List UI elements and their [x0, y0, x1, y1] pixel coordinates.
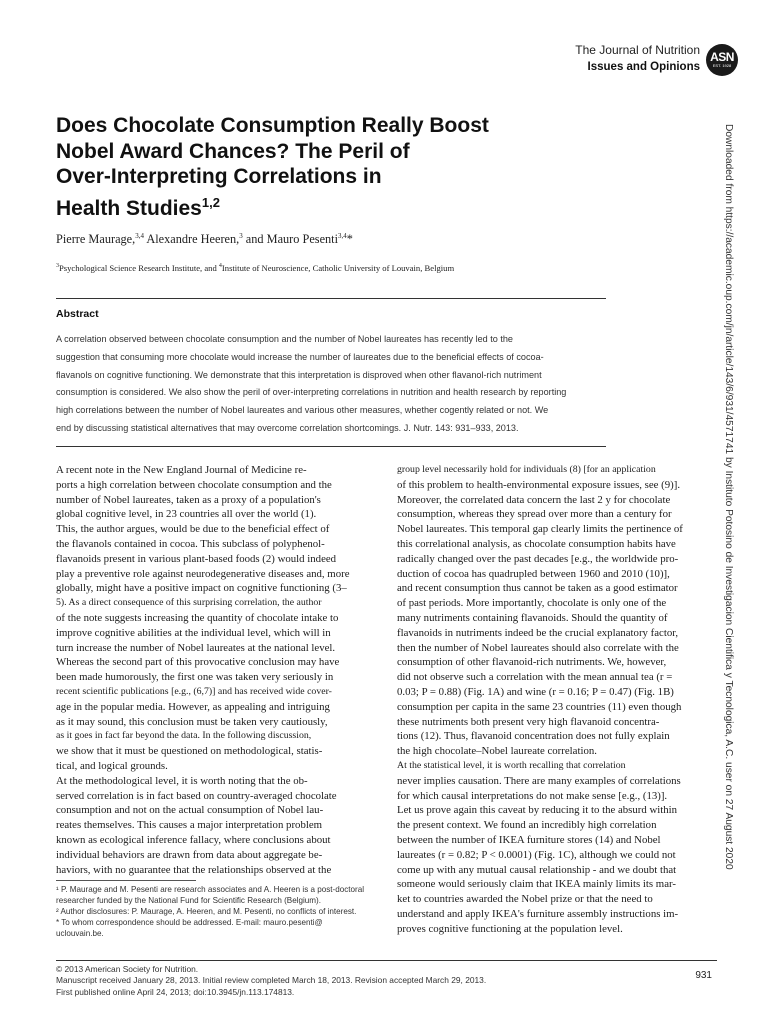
paragraph-line: understand and apply IKEA's furniture assembly instructions im- — [397, 907, 679, 920]
title-line: Over-Interpreting Correlations in — [56, 165, 382, 188]
footnote-rule — [56, 880, 196, 881]
author-list — [56, 232, 353, 247]
title-line: Health Studies — [56, 196, 202, 220]
paragraph-line: number of Nobel laureates, taken as a proxy of a population's — [56, 493, 321, 506]
paragraph-line: the present context. We found an incredibly high correlation — [397, 819, 657, 832]
paragraph-line: duction of cocoa has quadrupled between 1960 and 2010 (10)], — [397, 567, 670, 580]
paragraph-line: consumption of other flavanoid-rich nutriments. We, however, — [397, 656, 667, 669]
paragraph-line: At the statistical level, it is worth recalling that correlation — [397, 759, 626, 771]
paragraph-line: 5). As a direct consequence of this surprising correlation, the author — [56, 597, 322, 609]
affiliation-marker: 4 — [218, 263, 222, 270]
publication-info — [56, 964, 486, 998]
paragraph-line: recent scientific publications [e.g., (6,7)] and has received wide cover- — [56, 685, 332, 697]
footnote-line: * To whom correspondence should be addressed. E-mail: mauro.pesenti@ — [56, 918, 323, 928]
paragraph-line: ket to countries awarded the Nobel prize or that the need to — [397, 893, 653, 906]
paragraph-line: the flavanols contained in cocoa. This subclass of polyphenol- — [56, 537, 325, 550]
asn-logo-subtext: EST. 1928 — [712, 63, 732, 68]
paragraph-line: served correlation is in fact based on country-averaged chocolate — [56, 789, 337, 802]
paragraph-line: known as ecological inference fallacy, where conclusions about — [56, 833, 331, 846]
journal-section: Issues and Opinions — [587, 61, 700, 73]
title-line: Nobel Award Chances? The Peril of — [56, 139, 410, 163]
footnote-line: uclouvain.be. — [56, 929, 104, 939]
paragraph-line: improve cognitive abilities at the individual level, which will in — [56, 626, 331, 639]
footnote-line: ¹ P. Maurage and M. Pesenti are research associates and A. Heeren is a post-doctoral — [56, 885, 365, 894]
copyright: © 2013 American Society for Nutrition. — [56, 964, 199, 974]
title-line: Does Chocolate Consumption Really Boost — [56, 114, 489, 137]
paragraph-line: At the methodological level, it is worth noting that the ob- — [56, 774, 308, 787]
paragraph-line: consumption, whereas they spread over more than a century for — [397, 508, 672, 521]
paragraph-line: between the number of IKEA furniture stores (14) and Nobel — [397, 833, 661, 846]
paragraph-line: did not observe such a correlation with the mean annual tea (r = — [397, 671, 673, 684]
bottom-rule — [56, 960, 717, 961]
asn-logo-text: ASN — [710, 50, 734, 64]
footnote-line: researcher funded by the National Fund for Scientific Research (Belgium). — [56, 896, 321, 906]
affiliation-marker: 3 — [56, 263, 59, 270]
paragraph-line: been made humorously, the first one was taken very seriously in — [56, 671, 334, 684]
paragraph-line: these nutriments both present very high flavanoid concentra- — [397, 715, 660, 728]
page-number: 931 — [695, 970, 712, 981]
abstract-heading: Abstract — [56, 308, 99, 320]
paragraph-line: as it may sound, this conclusion must be taken very cautiously, — [56, 715, 328, 728]
paragraph-line: consumption and not on the actual consumption of Nobel lau- — [56, 804, 324, 817]
paragraph-line: tions (12). Thus, flavanoid concentration does not fully explain — [397, 730, 670, 743]
paragraph-line: flavanoids present in various plant-based foods (2) would indeed — [56, 552, 337, 565]
download-note: Downloaded from https://academic.oup.com/jn/article/143/6/931/4571741 by Instituto Potosino de Investigacion Cientifica y Tecnologica, A.C. user on 27 August 2020 — [723, 124, 734, 870]
paragraph-line: and recent consumption thus cannot be taken as a good estimator — [397, 582, 678, 595]
paragraph-line: come up with any mutual causal relationship - and we doubt that — [397, 863, 677, 876]
paragraph-line: as it goes in fact far beyond the data. In the following discussion, — [56, 730, 312, 742]
paragraph-line: This, the author argues, would be due to the beneficial effect of — [56, 523, 330, 536]
paragraph-line: reates themselves. This causes a major interpretation problem — [56, 819, 323, 832]
author-name: Pierre Maurage, — [56, 232, 136, 247]
paragraph-line: flavanoids in nutriments indeed be the crucial explanatory factor, — [397, 626, 679, 639]
footnote-line: ² Author disclosures: P. Maurage, A. Heeren, and M. Pesenti, no conflicts of interest. — [56, 907, 357, 917]
paragraph-line: laureates (r = 0.82; P < 0.0001) (Fig. 1C), although we could not — [397, 848, 676, 861]
abstract-line: high correlations between the number of Nobel laureates and various other measures, whether cogently related or not. We — [56, 405, 549, 416]
abstract-rule-top — [56, 298, 606, 299]
affiliations — [56, 263, 454, 273]
abstract-rule-bottom — [56, 446, 606, 447]
author-name: Alexandre Heeren, — [143, 232, 240, 247]
paragraph-line: global cognitive level, in 23 countries all over the world (1). — [56, 508, 317, 521]
paragraph-line: never implies causation. There are many examples of correlations — [397, 774, 681, 787]
abstract-line: A correlation observed between chocolate consumption and the number of Nobel laureates has recently led to the — [56, 334, 513, 344]
footnotes — [56, 884, 386, 939]
paragraph-line: we show that it must be questioned on methodological, statis- — [56, 745, 323, 758]
paragraph-line: Nobel laureates. This temporal gap clearly limits the pertinence of — [397, 523, 683, 536]
paragraph-line: turn increase the number of Nobel laureates at the national level. — [56, 641, 336, 654]
doi-line: First published online April 24, 2013; doi:10.3945/jn.113.174813. — [56, 986, 295, 997]
manuscript-dates: Manuscript received January 28, 2013. Initial review completed March 18, 2013. Revision accepted March 29, 2013. — [56, 975, 487, 986]
paragraph-line: Moreover, the correlated data concern the last 2 y for chocolate — [397, 493, 671, 506]
affiliation-text: Psychological Science Research Institute, and — [59, 263, 219, 273]
affiliation-text: Institute of Neuroscience, Catholic University of Louvain, Belgium — [221, 263, 455, 273]
asn-logo — [706, 44, 738, 76]
paragraph-line: of past periods. More importantly, chocolate is only one of the — [397, 597, 667, 610]
paragraph-line: consumption per capita in the same 23 countries (11) even though — [397, 700, 682, 713]
body-column-left — [56, 463, 381, 877]
paragraph-line: this correlational analysis, as chocolate consumption habits have — [397, 537, 676, 550]
paragraph-line: proves cognitive functioning at the population level. — [397, 922, 623, 935]
journal-header — [575, 43, 700, 73]
paragraph-line: play a preventive role against neurodegenerative diseases and, more — [56, 567, 350, 580]
author-name: and Mauro Pesenti — [242, 232, 339, 247]
abstract-line: consumption is considered. We also show the peril of over-interpreting correlations in nutrition and health research by reporting — [56, 387, 567, 398]
abstract-line: flavanols on cognitive functioning. We demonstrate that this interpretation is disproved when other flavanol-rich nutriment — [56, 369, 542, 380]
paragraph-line: age in the popular media. However, as appealing and intriguing — [56, 700, 330, 713]
author-affiliation-marker: 3,4 — [338, 232, 347, 240]
paragraph-line: for which causal interpretations do not make sense [e.g., (13)]. — [397, 789, 668, 802]
paragraph-line: globally, might have a positive impact on cognitive functioning (3– — [56, 582, 347, 595]
paragraph-line: A recent note in the New England Journal of Medicine re- — [56, 464, 307, 476]
paragraph-line: ports a high correlation between chocolate consumption and the — [56, 478, 332, 491]
author-affiliation-marker: 3 — [239, 232, 243, 240]
paragraph-line: 0.03; P = 0.88) (Fig. 1A) and wine (r = 0.16; P = 0.47) (Fig. 1B) — [397, 685, 674, 698]
paragraph-line: the high chocolate–Nobel laureate correlation. — [397, 745, 597, 758]
paragraph-line: Whereas the second part of this provocative conclusion may have — [56, 656, 340, 669]
paragraph-line: then the number of Nobel laureates should also correlate with the — [397, 641, 679, 654]
paragraph-line: haviors, with no guarantee that the relationships observed at the — [56, 863, 332, 876]
paragraph-line: of the note suggests increasing the quantity of chocolate intake to — [56, 611, 339, 624]
paragraph-line: tical, and logical grounds. — [56, 759, 168, 772]
abstract-line: end by discussing statistical alternatives that may overcome correlation shortcomings. J. Nutr. 143: 931–933, 2013. — [56, 422, 519, 433]
journal-name: The Journal of Nutrition — [575, 43, 700, 57]
article-title — [56, 113, 596, 221]
paragraph-line: of this problem to health-environmental exposure issues, see (9)]. — [397, 478, 681, 491]
title-footnote-marker: 1,2 — [201, 194, 220, 210]
paragraph-line: group level necessarily hold for individuals (8) [for an application — [397, 464, 656, 475]
paragraph-line: individual behaviors are drawn from data about aggregate be- — [56, 848, 323, 861]
paragraph-line: Let us prove again this caveat by reducing it to the absurd within — [397, 804, 678, 817]
abstract-line: suggestion that consuming more chocolate would increase the number of laureates due to the beneficial effects of cocoa- — [56, 351, 544, 362]
author-affiliation-marker: 3,4 — [135, 232, 144, 240]
abstract-body — [56, 331, 616, 438]
body-column-right — [397, 463, 722, 937]
paragraph-line: radically changed over the past decades [e.g., the worldwide pro- — [397, 552, 679, 565]
paragraph-line: someone would seriously claim that IKEA mainly limits its mar- — [397, 878, 676, 891]
paragraph-line: many nutriments containing flavanoids. Should the quantity of — [397, 611, 668, 624]
corresponding-marker: * — [346, 232, 353, 247]
